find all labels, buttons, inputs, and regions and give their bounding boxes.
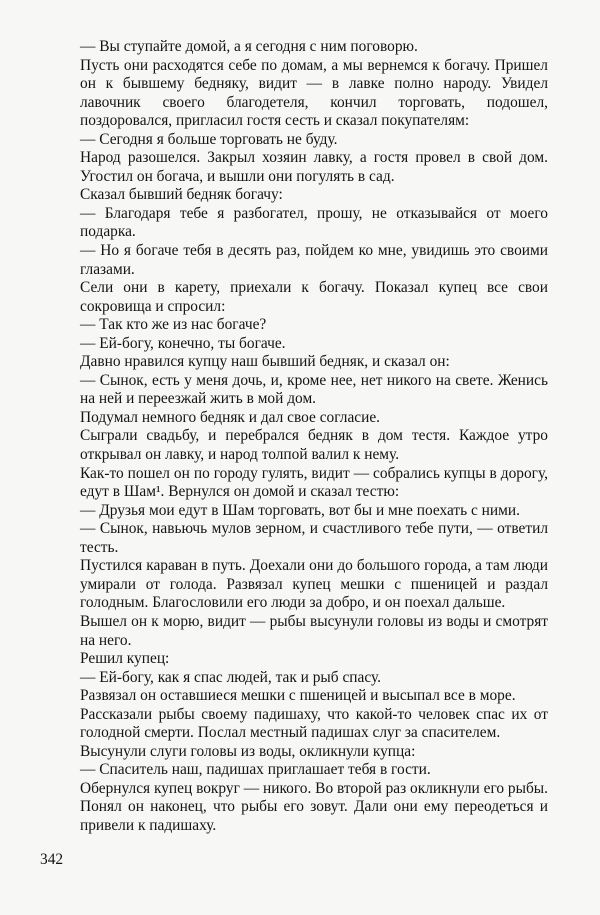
paragraph: Вышел он к морю, видит — рыбы высунули головы из воды и смотрят на него. bbox=[80, 612, 548, 649]
paragraph: — Сегодня я больше торговать не буду. bbox=[80, 130, 338, 148]
paragraph: Сказал бывший бедняк богачу: bbox=[80, 186, 283, 204]
page-number: 342 bbox=[40, 851, 64, 868]
paragraph: — Благодаря тебе я разбогател, прошу, не отказывайся от моего подарка. bbox=[80, 204, 548, 241]
paragraph: — Так кто же из нас богаче? bbox=[80, 316, 267, 334]
paragraph: Давно нравился купцу наш бывший бедняк, и сказал он: bbox=[80, 353, 450, 371]
paragraph: — Сынок, навьючь мулов зерном, и счастливого тебе пути, — ответил тесть. bbox=[80, 520, 548, 556]
paragraph: — Спаситель наш, падишах приглашает тебя в гости. bbox=[80, 761, 431, 779]
paragraph: Решил купец: bbox=[80, 650, 170, 668]
paragraph: Высунули слуги головы из воды, окликнули купца: bbox=[80, 742, 416, 760]
paragraph: — Друзья мои едут в Шам торговать, вот бы и мне поехать с ними. bbox=[80, 501, 520, 519]
paragraph: Обернулся купец вокруг — никого. Во второй раз окликнули его рыбы. Понял он наконец, что рыбы его зовут. Дали они ему переодеться и привели к падишаху. bbox=[80, 779, 548, 834]
paragraph: Подумал немного бедняк и дал свое согласие. bbox=[80, 408, 381, 426]
paragraph: Пусть они расходятся себе по домам, а мы вернемся к богачу. Пришел он к бывшему бедняку, видит — в лавке полно народу. Увидел лавочник своего благодетеля, кончил торговать, подошел, поздоровался, пригласил гостя сесть и сказал покупателям: bbox=[80, 56, 548, 130]
page-body bbox=[80, 38, 548, 836]
paragraph: Как-то пошел он по городу гулять, видит — собрались купцы в дорогу, едут в Шам¹. Вернулся он домой и сказал тестю: bbox=[80, 464, 548, 501]
paragraph: Сели они в карету, приехали к богачу. Показал купец все свои сокровища и спросил: bbox=[80, 279, 548, 315]
paragraph: Пустился караван в путь. Доехали они до большого города, а там люди умирали от голода. Развязал купец мешки с пшеницей и раздал голодным. Благословили его люди за добро, и он поехал дальше. bbox=[80, 557, 548, 612]
paragraph: Сыграли свадьбу, и перебрался бедняк в дом тестя. Каждое утро открывал он лавку, и народ толпой валил к нему. bbox=[80, 427, 548, 464]
paragraph: — Но я богаче тебя в десять раз, пойдем ко мне, увидишь это своими глазами. bbox=[80, 242, 548, 278]
paragraph: Развязал он оставшиеся мешки с пшеницей и высыпал все в море. bbox=[80, 687, 516, 705]
paragraph: — Вы ступайте домой, а я сегодня с ним поговорю. bbox=[80, 38, 418, 55]
paragraph: — Ей-богу, как я спас людей, так и рыб спасу. bbox=[80, 668, 381, 686]
paragraph: Народ разошелся. Закрыл хозяин лавку, а гостя провел в свой дом. Угостил он богача, и вышли они погулять в сад. bbox=[80, 149, 548, 185]
paragraph: — Ей-богу, конечно, ты богаче. bbox=[80, 334, 286, 352]
paragraph: — Сынок, есть у меня дочь, и, кроме нее, нет никого на свете. Женись на ней и переезжай жить в мой дом. bbox=[80, 371, 548, 408]
paragraph: Рассказали рыбы своему падишаху, что какой-то человек спас их от голодной смерти. Послал местный падишах слуг за спасителем. bbox=[80, 705, 548, 742]
